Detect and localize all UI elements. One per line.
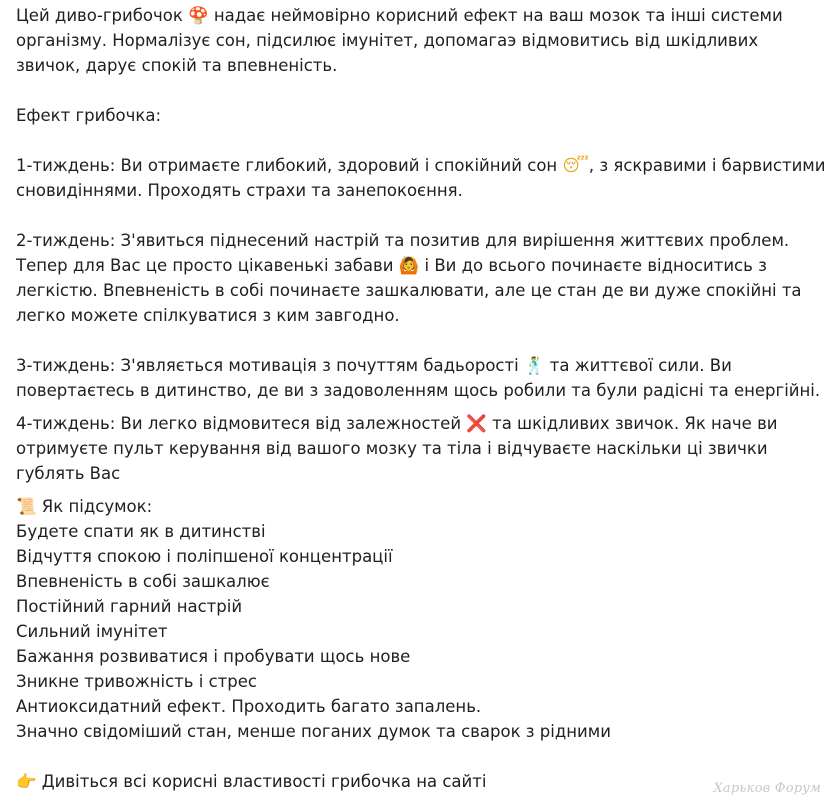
mushroom-icon: 🍄 (188, 6, 209, 25)
week2-text-after: і Ви до всього починаєте відноситись з легкістю. Впевненість в собі починаєте зашкалювати, але це стан де ви дуже спокійні та легко можете спілкуватися з ким завгодно. (16, 256, 802, 325)
watermark: Харьков Форум (713, 781, 821, 796)
intro-text-before: Цей диво-грибочок (16, 6, 189, 25)
summary-list (16, 519, 826, 744)
week4-text-after: та шкідливих звичок. Як наче ви отримуєте пульт керування від вашого мозку та тіла і відчуваєте наскільки ці звички гублять Вас (16, 414, 778, 483)
summary-item: Сильний імунітет (16, 622, 168, 641)
summary-item: Бажання розвиватися і пробувати щось нове (16, 647, 411, 666)
scroll-icon: 📜 (16, 497, 37, 516)
week2-paragraph (16, 228, 826, 328)
week3-paragraph (16, 353, 826, 403)
summary-item: Відчуття спокою і поліпшеної концентрації (16, 547, 393, 566)
week4-paragraph (16, 411, 826, 486)
sleeping-face-icon: 😴 (562, 156, 589, 175)
week1-text-before: 1-тиждень: Ви отримаєте глибокий, здоровий і спокійний сон (16, 156, 563, 175)
week2-text-before: 2-тиждень: З'явиться піднесений настрій та позитив для вирішення життєвих проблем. Тепер для Вас це просто цікавенькі забави (16, 231, 790, 275)
week3-text-before: 3-тиждень: З'являється мотивація з почуттям бадьорості (16, 356, 524, 375)
week1-paragraph (16, 153, 826, 203)
intro-text-after: надає неймовірно корисний ефект на ваш мозок та інші системи організму. Нормалізує сон, підсилює імунітет, допомагаэ відмовитись від шкідливих звичок, дарує спокій та впевненість. (16, 6, 783, 75)
summary-heading (16, 494, 826, 519)
forum-post-body (16, 3, 826, 794)
dancing-man-icon: 🕺 (523, 356, 545, 375)
summary-item: Значно свідоміший стан, менше поганих думок та сварок з рідними (16, 722, 611, 741)
summary-item: Постійний гарний настрій (16, 597, 243, 616)
cta-text: Дивіться всі корисні властивості грибочка на сайті (36, 772, 487, 791)
summary-item: Антиоксидатний ефект. Проходить багато запалень. (16, 697, 482, 716)
effect-heading: Ефект грибочка: (16, 106, 162, 125)
person-gesturing-ok-icon: 🙆 (398, 256, 420, 275)
summary-item: Зникне тривожність і стрес (16, 672, 257, 691)
week3-text-after: та життєвої сили. Ви повертаєтесь в дитинство, де ви з задоволенням щось робили та були радісні та енергійні. (16, 356, 821, 400)
summary-heading-text: Як підсумок: (36, 497, 153, 516)
cross-mark-icon: ❌ (466, 414, 487, 433)
summary-item: Впевненість в собі зашкалює (16, 572, 270, 591)
cta-line (16, 769, 826, 794)
summary-item: Будете спати як в дитинстві (16, 522, 266, 541)
pointing-right-icon: 👉 (16, 772, 37, 791)
week4-text-before: 4-тиждень: Ви легко відмовитеся від залежностей (16, 414, 467, 433)
week1-text-after: , з яскравими і барвистими сновидіннями. Проходять страхи та занепокоєння. (16, 156, 826, 200)
intro-paragraph (16, 3, 826, 78)
